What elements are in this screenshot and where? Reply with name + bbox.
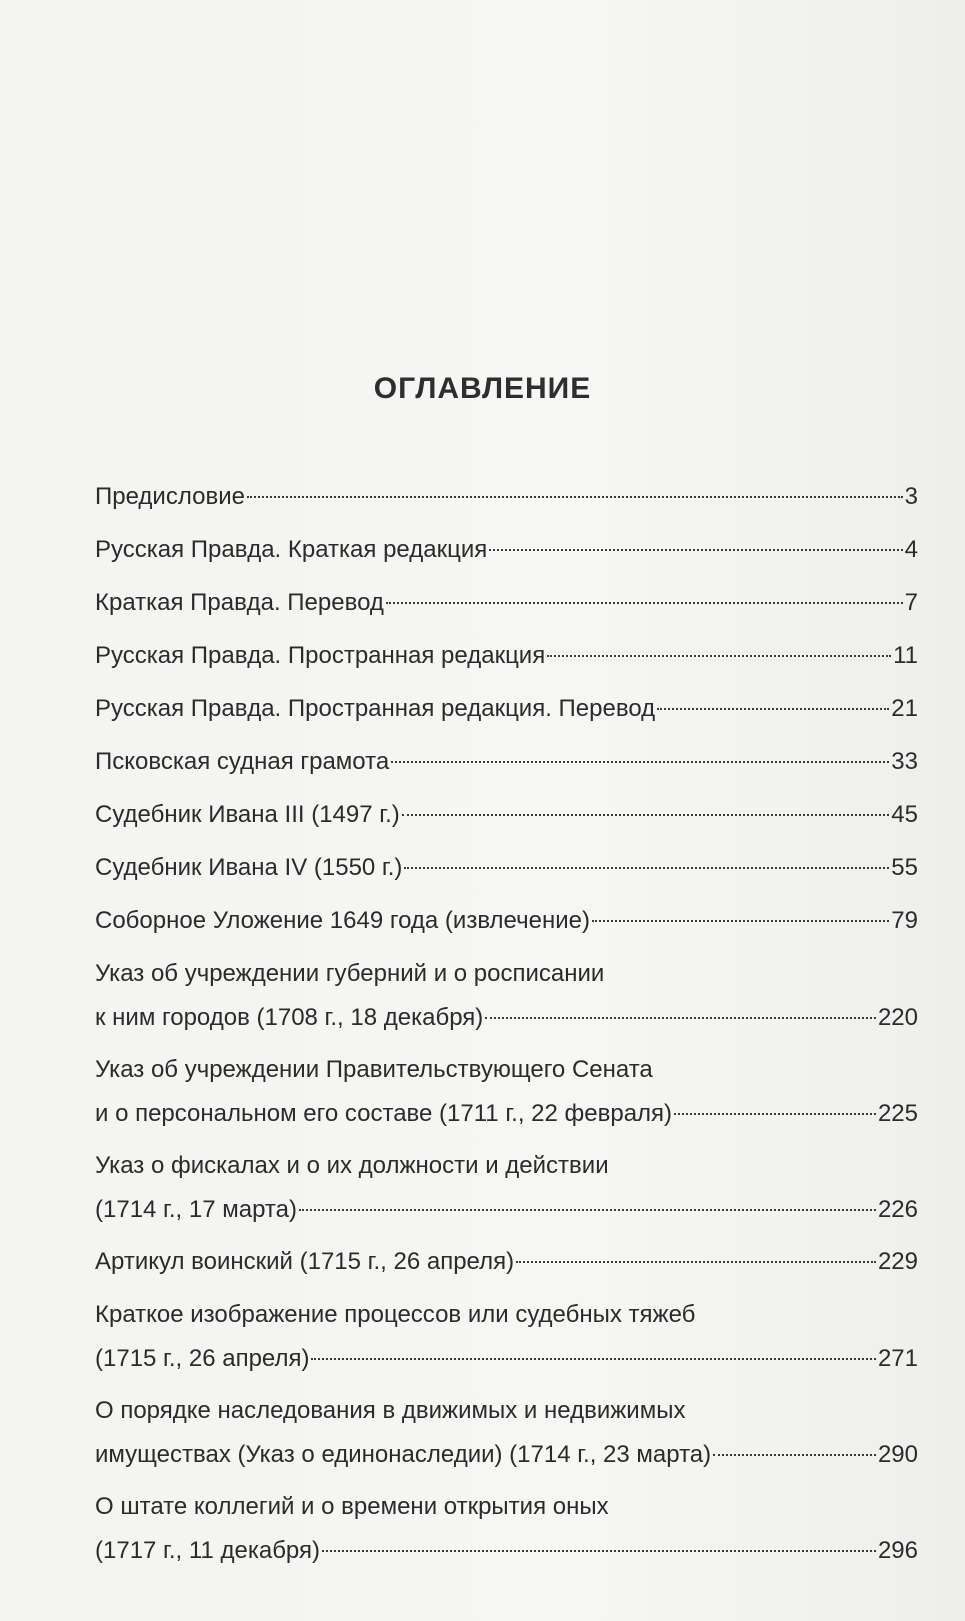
dot-leader <box>489 549 902 551</box>
toc-entry <box>95 1048 918 1136</box>
toc-entry-text: имуществах (Указ о единонаследии) (1714 г., 23 марта) <box>95 1441 712 1468</box>
page-number: 226 <box>877 1196 918 1223</box>
toc-entry-text: (1717 г., 11 декабря) <box>95 1537 320 1564</box>
page-number: 33 <box>891 748 918 775</box>
toc-entry <box>95 528 918 572</box>
toc-entry-text: Судебник Ивана III (1497 г.) <box>95 801 400 828</box>
toc-entry-text: Русская Правда. Пространная редакция. Перевод <box>95 695 656 722</box>
toc-entry-text: Указ об учреждении губерний и о росписании <box>95 960 605 987</box>
dot-leader <box>657 708 889 710</box>
toc-entry-text: Указ о фискалах и о их должности и действии <box>95 1152 609 1179</box>
page-number: 225 <box>877 1100 918 1127</box>
toc-entry-text: и о персональном его составе (1711 г., 22 февраля) <box>95 1100 673 1127</box>
toc-entry <box>95 1293 918 1381</box>
toc-entry-text: (1714 г., 17 марта) <box>95 1196 297 1223</box>
dot-leader <box>547 655 891 657</box>
toc-entry <box>95 1144 918 1232</box>
dot-leader <box>592 920 889 922</box>
page-number: 11 <box>893 642 918 669</box>
dot-leader <box>713 1454 876 1456</box>
dot-leader <box>386 602 903 604</box>
toc-entry <box>95 846 918 890</box>
dot-leader <box>404 867 889 869</box>
page-number: 229 <box>877 1248 918 1275</box>
toc-entry-text: Предисловие <box>95 483 245 510</box>
toc-entry <box>95 475 918 519</box>
toc-entry <box>95 581 918 625</box>
dot-leader <box>516 1261 876 1263</box>
dot-leader <box>299 1209 876 1211</box>
toc-entry <box>95 634 918 678</box>
toc-entry-text: О порядке наследования в движимых и недвижимых <box>95 1397 686 1424</box>
page-number: 45 <box>891 801 918 828</box>
page-title: ОГЛАВЛЕНИЕ <box>373 372 592 405</box>
toc-entry-text: Указ об учреждении Правительствующего Сената <box>95 1056 653 1083</box>
toc-entry <box>95 1389 918 1477</box>
toc-entry <box>95 1485 918 1573</box>
toc-entry <box>95 740 918 784</box>
page-number: 79 <box>891 907 918 934</box>
toc-entry-text: Краткое изображение процессов или судебных тяжеб <box>95 1301 696 1328</box>
table-of-contents <box>95 475 918 1573</box>
toc-entry <box>95 687 918 731</box>
dot-leader <box>485 1017 876 1019</box>
toc-entry-text: О штате коллегий и о времени открытия оных <box>95 1493 609 1520</box>
toc-entry-text: Псковская судная грамота <box>95 748 390 775</box>
page-number: 7 <box>904 589 918 616</box>
toc-entry-text: Судебник Ивана IV (1550 г.) <box>95 854 403 881</box>
page-number: 55 <box>891 854 918 881</box>
page-number: 3 <box>904 483 918 510</box>
page-number: 21 <box>891 695 918 722</box>
toc-entry-text: Соборное Уложение 1649 года (извлечение) <box>95 907 590 934</box>
dot-leader <box>247 496 903 498</box>
toc-entry <box>95 952 918 1040</box>
page-number: 271 <box>877 1345 918 1372</box>
toc-entry <box>95 899 918 943</box>
dot-leader <box>322 1550 876 1552</box>
dot-leader <box>674 1113 876 1115</box>
toc-entry-text: Артикул воинский (1715 г., 26 апреля) <box>95 1248 515 1275</box>
toc-entry <box>95 793 918 837</box>
toc-entry-text: Краткая Правда. Перевод <box>95 589 384 616</box>
page-number: 4 <box>904 536 918 563</box>
page-number: 296 <box>877 1537 918 1564</box>
toc-entry <box>95 1240 918 1284</box>
toc-entry-text: Русская Правда. Пространная редакция <box>95 642 546 669</box>
dot-leader <box>311 1358 875 1360</box>
page-number: 290 <box>877 1441 918 1468</box>
toc-entry-text: Русская Правда. Краткая редакция <box>95 536 488 563</box>
dot-leader <box>391 761 889 763</box>
toc-entry-text: к ним городов (1708 г., 18 декабря) <box>95 1004 484 1031</box>
page-number: 220 <box>877 1004 918 1031</box>
dot-leader <box>402 814 890 816</box>
toc-entry-text: (1715 г., 26 апреля) <box>95 1345 310 1372</box>
